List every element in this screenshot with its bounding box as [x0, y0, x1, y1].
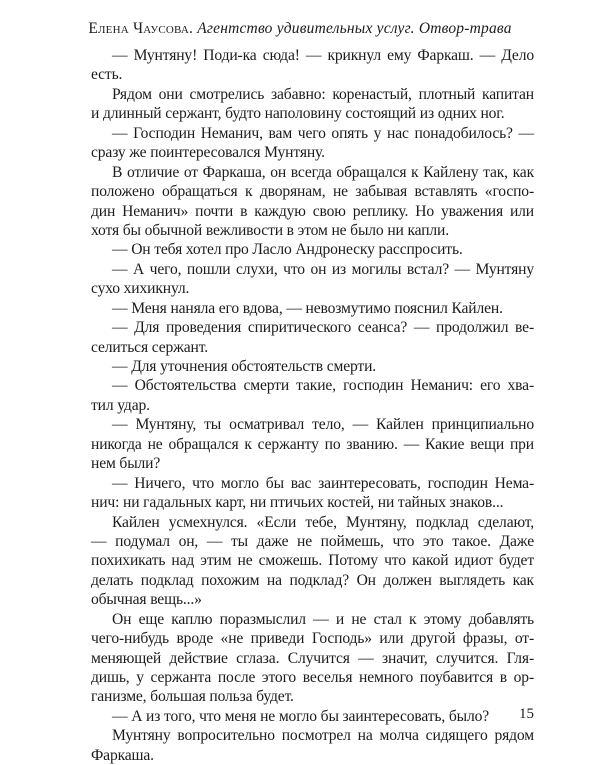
text-line: — А из того, что меня не могло бы заинтересовать, было? [112, 707, 490, 725]
text-line: чего-нибудь вроде «не приведи Господь» или другой фразы, от- [91, 630, 534, 648]
text-line: сухо хихикнул. [91, 280, 190, 298]
text-line: — Для уточнения обстоятельств смерти. [112, 358, 377, 375]
text-line: дин Неманич» почти в каждую свою реплику. Но уважения или [91, 202, 534, 220]
text-line: — Обстоятельства смерти такие, господин Неманич: его хва- [112, 377, 534, 395]
text-line: нич: ни гадальных карт, ни птичьих костей, ни тайных знаков... [91, 494, 504, 512]
text-line: ганизме, большая польза будет. [91, 688, 294, 706]
running-head [60, 20, 540, 38]
text-line: делать подклад похожим на подклад? Он должен выглядеть как [91, 571, 534, 589]
text-line: — Господин Неманич, вам чего опять у нас понадобилось? — [112, 124, 534, 142]
text-line: — Он тебя хотел про Ласло Андронеску расспросить. [112, 241, 463, 259]
text-line: положено обращаться к дворянам, не забывая вставлять «госпо- [91, 183, 534, 201]
text-line: тил удар. [91, 396, 150, 414]
text-line: — А чего, пошли слухи, что он из могилы встал? — Мунтяну [112, 260, 534, 278]
text-line: похихикать над этим не сможешь. Потому что какой идиот будет [91, 552, 534, 570]
text-line: — Для проведения спиритического сеанса? — продолжил ве- [112, 319, 534, 337]
text-line: Он еще каплю поразмыслил — и не стал к этому добавлять [112, 610, 534, 628]
text-line: никогда не обращался к сержанту по званию. — Какие вещи при [91, 435, 534, 453]
text-line: хотя бы обычной вежливости в этом не было ни капли. [91, 221, 449, 239]
text-line: нем были? [91, 455, 161, 473]
text-line: Рядом они смотрелись забавно: коренастый, плотный капитан [112, 85, 534, 103]
body-text [91, 46, 534, 765]
text-line: Мунтяну вопросительно посмотрел на молча сидящего рядом [112, 727, 534, 745]
text-line: меняющей действие сглаза. Случится — значит, случится. Гля- [91, 649, 534, 667]
text-line: сразу же поинтересовался Мунтяну. [91, 144, 325, 162]
text-line: — Ничего, что могло бы вас заинтересовать, господин Нема- [112, 474, 534, 492]
text-line: Фаркаша. [91, 746, 154, 764]
text-line: и длинный сержант, будто наполовину состоящий из одних ног. [91, 105, 505, 123]
text-line: В отличие от Фаркаша, он всегда обращался к Кайлену так, как [112, 163, 534, 181]
text-line: есть. [91, 66, 123, 84]
page-number: 15 [519, 706, 534, 722]
text-line: селиться сержант. [91, 338, 208, 356]
running-head-author: Елена Чаусова. [88, 20, 194, 37]
text-line: Кайлен усмехнулся. «Если тебе, Мунтяну, подклад сделают, [112, 513, 534, 531]
text-line: — Меня наняла его вдова, — невозмутимо пояснил Кайлен. [112, 299, 503, 317]
text-line: — подумал он, — ты даже не поймешь, что это такое. Даже [91, 532, 534, 550]
running-head-title: Агентство удивительных услуг. Отвор-трава [197, 20, 512, 37]
text-line: — Мунтяну! Поди-ка сюда! — крикнул ему Фаркаш. — Дело [112, 47, 534, 64]
text-line: обычная вещь...» [91, 591, 202, 609]
text-line: — Мунтяну, ты осматривал тело, — Кайлен принципиально [112, 416, 534, 434]
text-line: дишь, у сержанта после этого веселья немного поубавится в ор- [91, 669, 534, 686]
